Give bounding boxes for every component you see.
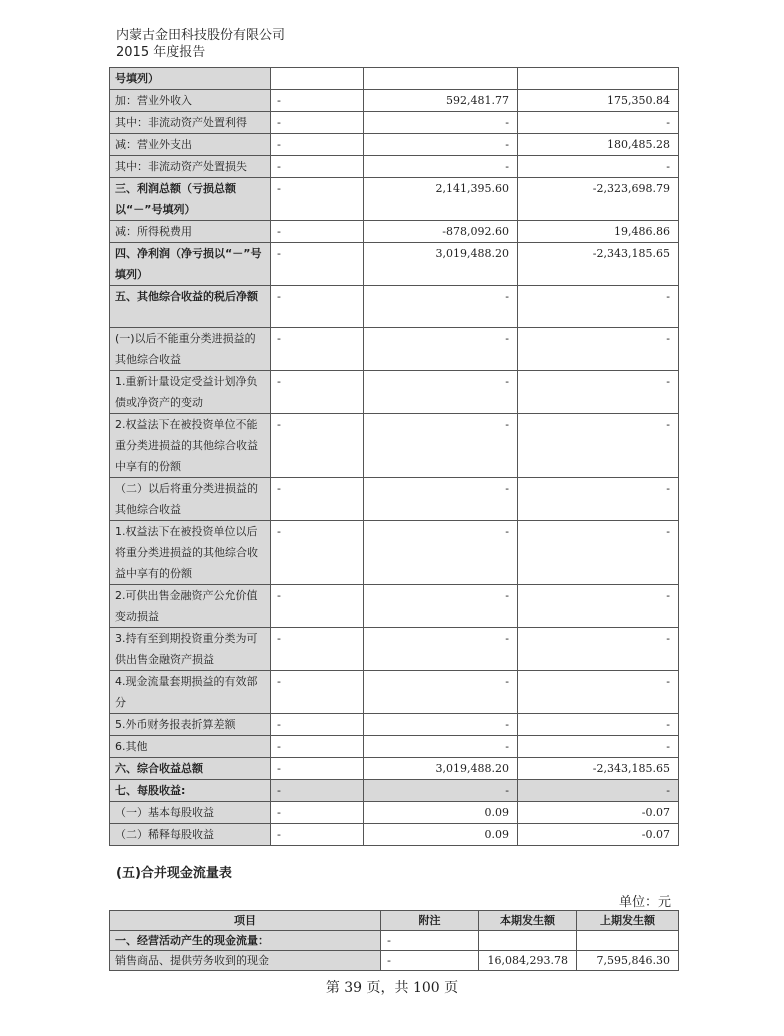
row-prior-value: 7,595,846.30 [577,951,679,971]
row-current-value [479,931,577,951]
row-prior-value: - [518,585,679,628]
table-row [110,478,679,521]
row-prior-value: 180,485.28 [518,134,679,156]
row-prior-value: 19,486.86 [518,221,679,243]
row-label: 五、其他综合收益的税后净额 [110,286,271,328]
row-note: - [271,286,364,328]
row-prior-value: 175,350.84 [518,90,679,112]
col-header-note: 附注 [381,911,479,931]
table-row [110,371,679,414]
row-note: - [271,780,364,802]
row-prior-value: -2,343,185.65 [518,243,679,286]
row-prior-value: - [518,328,679,371]
table-row [110,286,679,328]
row-current-value: 0.09 [364,824,518,846]
table-row [110,585,679,628]
row-current-value: - [364,628,518,671]
row-note: - [271,758,364,780]
row-label: (一)以后不能重分类进损益的其他综合收益 [110,328,271,371]
row-label: 六、综合收益总额 [110,758,271,780]
table-row [110,243,679,286]
table-row [110,156,679,178]
row-current-value: 3,019,488.20 [364,758,518,780]
row-label: （一）基本每股收益 [110,802,271,824]
row-prior-value: -2,343,185.65 [518,758,679,780]
row-label: 6.其他 [110,736,271,758]
row-current-value: 2,141,395.60 [364,178,518,221]
row-prior-value: - [518,780,679,802]
report-title: 2015 年度报告 [116,45,206,60]
row-label: 四、净利润（净亏损以“－”号填列） [110,243,271,286]
row-current-value: - [364,671,518,714]
row-prior-value [577,931,679,951]
row-current-value: - [364,478,518,521]
row-prior-value: - [518,736,679,758]
row-prior-value: - [518,286,679,328]
row-current-value: - [364,156,518,178]
row-note: - [381,951,479,971]
row-note: - [271,221,364,243]
row-note: - [271,243,364,286]
row-label: 4.现金流量套期损益的有效部分 [110,671,271,714]
row-current-value: - [364,134,518,156]
row-prior-value: - [518,714,679,736]
row-current-value: - [364,112,518,134]
table-row [110,780,679,802]
row-label: 一、经营活动产生的现金流量： [110,931,381,951]
table-row [110,758,679,780]
table-row [110,951,679,971]
row-note: - [271,478,364,521]
row-current-value: - [364,414,518,478]
row-label: 加：营业外收入 [110,90,271,112]
row-current-value: -878,092.60 [364,221,518,243]
row-current-value: - [364,736,518,758]
row-current-value: - [364,286,518,328]
row-label: 减：营业外支出 [110,134,271,156]
row-prior-value: - [518,671,679,714]
row-label: 1.权益法下在被投资单位以后将重分类进损益的其他综合收益中享有的份额 [110,521,271,585]
row-label: 3.持有至到期投资重分类为可供出售金融资产损益 [110,628,271,671]
row-current-value: - [364,371,518,414]
col-header-current: 本期发生额 [479,911,577,931]
row-prior-value: - [518,156,679,178]
row-note [271,68,364,90]
row-label: 2.可供出售金融资产公允价值变动损益 [110,585,271,628]
income-statement-table [109,67,679,846]
row-current-value: 592,481.77 [364,90,518,112]
row-label: （二）稀释每股收益 [110,824,271,846]
row-prior-value: - [518,414,679,478]
table-row [110,90,679,112]
table-row [110,931,679,951]
row-note: - [271,178,364,221]
page-footer: 第 39 页，共 100 页 [325,980,459,996]
row-label: 其中：非流动资产处置利得 [110,112,271,134]
report-header [116,27,285,61]
row-label: 1.重新计量设定受益计划净负债或净资产的变动 [110,371,271,414]
row-label: 销售商品、提供劳务收到的现金 [110,951,381,971]
row-prior-value: - [518,628,679,671]
row-current-value: 16,084,293.78 [479,951,577,971]
row-note: - [271,328,364,371]
row-current-value: 0.09 [364,802,518,824]
row-prior-value: - [518,521,679,585]
row-prior-value: - [518,478,679,521]
row-current-value: - [364,585,518,628]
row-label: 三、利润总额（亏损总额以“－”号填列） [110,178,271,221]
row-note: - [271,414,364,478]
row-note: - [271,824,364,846]
row-current-value: - [364,521,518,585]
col-header-item: 项目 [110,911,381,931]
row-label: 2.权益法下在被投资单位不能重分类进损益的其他综合收益中享有的份额 [110,414,271,478]
table-row [110,824,679,846]
cashflow-header-row [110,911,679,931]
row-prior-value: -2,323,698.79 [518,178,679,221]
row-note: - [271,585,364,628]
row-note: - [271,628,364,671]
unit-label: 单位：元 [618,895,671,910]
row-prior-value: - [518,371,679,414]
table-row [110,628,679,671]
table-row [110,521,679,585]
row-prior-value: -0.07 [518,824,679,846]
cashflow-table [109,910,679,971]
row-label: 减：所得税费用 [110,221,271,243]
company-name: 内蒙古金田科技股份有限公司 [116,28,286,43]
table-row [110,714,679,736]
row-prior-value: - [518,112,679,134]
row-current-value [364,68,518,90]
row-current-value: - [364,714,518,736]
row-note: - [271,371,364,414]
table-row [110,736,679,758]
table-row [110,178,679,221]
table-row [110,802,679,824]
row-note: - [271,736,364,758]
table-row [110,221,679,243]
table-row [110,134,679,156]
row-note: - [271,90,364,112]
table-row [110,671,679,714]
row-note: - [271,112,364,134]
row-current-value: - [364,780,518,802]
col-header-prior: 上期发生额 [577,911,679,931]
row-label: 5.外币财务报表折算差额 [110,714,271,736]
row-prior-value: -0.07 [518,802,679,824]
row-current-value: 3,019,488.20 [364,243,518,286]
row-label: 其中：非流动资产处置损失 [110,156,271,178]
row-note: - [271,134,364,156]
row-note: - [271,802,364,824]
table-row [110,112,679,134]
row-note: - [271,714,364,736]
row-note: - [271,671,364,714]
table-row [110,328,679,371]
row-note: - [381,931,479,951]
table-row [110,414,679,478]
row-label: 号填列） [110,68,271,90]
row-label: 七、每股收益: [110,780,271,802]
row-current-value: - [364,328,518,371]
cashflow-section-title: (五)合并现金流量表 [116,866,232,881]
table-row [110,68,679,90]
row-label: （二）以后将重分类进损益的其他综合收益 [110,478,271,521]
row-note: - [271,521,364,585]
row-note: - [271,156,364,178]
row-prior-value [518,68,679,90]
